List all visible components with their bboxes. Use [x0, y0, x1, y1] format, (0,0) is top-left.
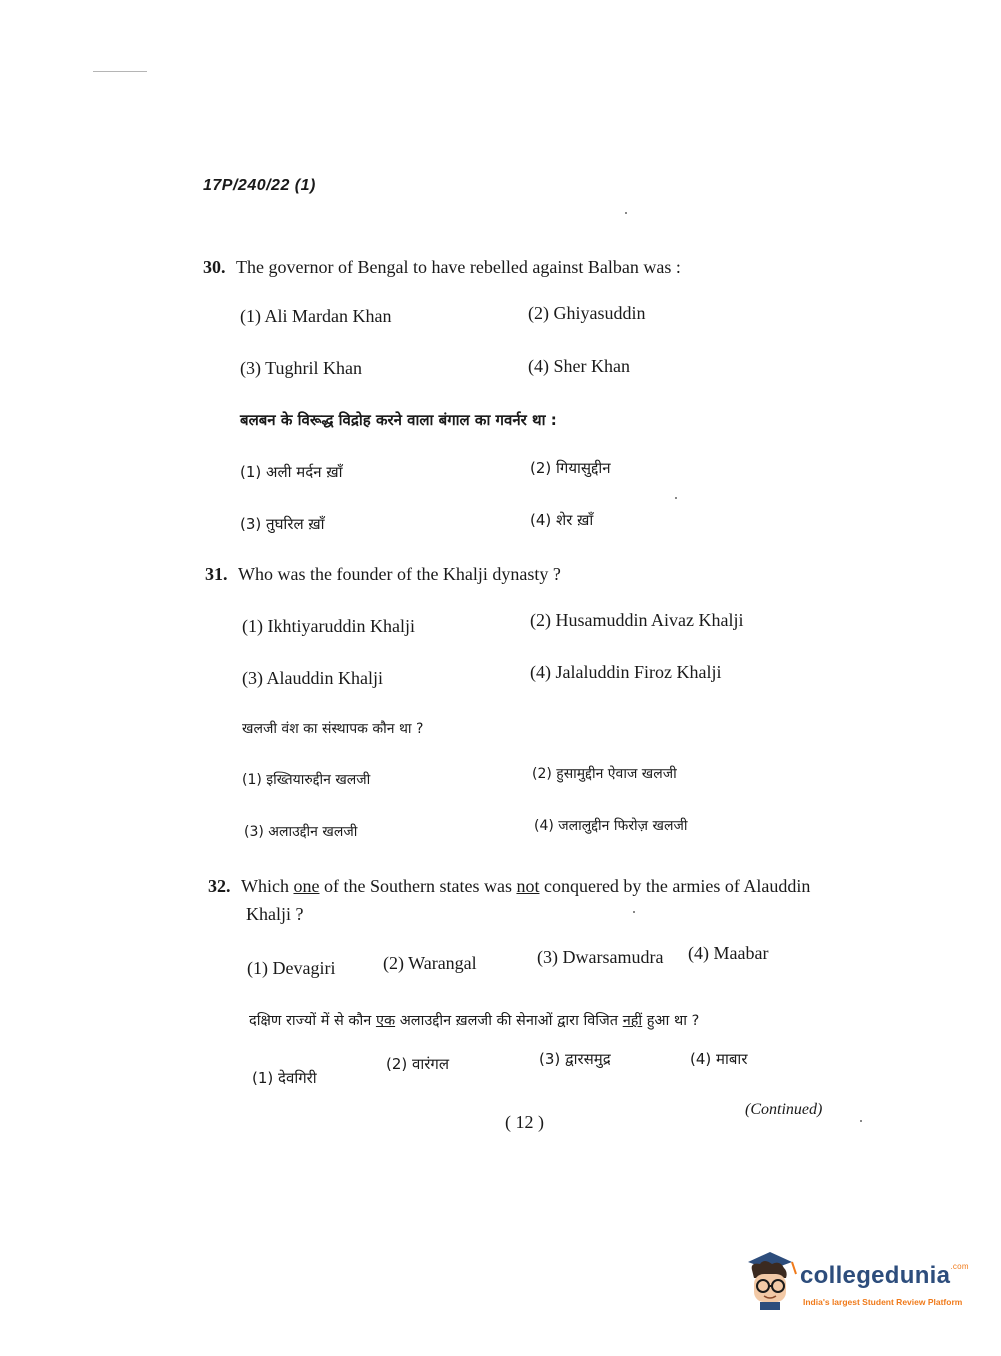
- question-stem-e: conquered by the armies of Alauddin: [539, 876, 811, 896]
- hi-emphasis-not: नहीं: [622, 1013, 643, 1029]
- top-rule: [93, 71, 147, 72]
- question-text-en: [208, 876, 810, 897]
- scan-speck: [860, 1120, 862, 1122]
- question-text-hi: खलजी वंश का संस्थापक कौन था ?: [242, 721, 424, 737]
- question-number: 30.: [203, 257, 226, 277]
- paper-code: 17P/240/22 (1): [203, 177, 316, 194]
- option-1-en: (1) Ali Mardan Khan: [240, 306, 392, 326]
- option-3-hi: (3) अलाउद्दीन खलजी: [244, 824, 358, 840]
- continued-note: (Continued): [745, 1101, 823, 1118]
- option-4-hi: (4) माबार: [690, 1050, 748, 1068]
- option-3-hi: (3) द्वारसमुद्र: [539, 1050, 611, 1068]
- hi-stem-c: अलाउद्दीन ख़लजी की सेनाओं द्वारा विजित: [395, 1013, 623, 1029]
- option-2-en: (2) Warangal: [383, 953, 477, 973]
- option-1-en: (1) Devagiri: [247, 958, 336, 978]
- hi-stem-e: हुआ था ?: [642, 1013, 700, 1029]
- option-1-hi: (1) अली मर्दन ख़ाँ: [240, 463, 343, 481]
- question-stem-c: of the Southern states was: [319, 876, 517, 896]
- option-3-en: (3) Alauddin Khalji: [242, 668, 383, 688]
- question-text-en: [205, 564, 561, 585]
- page-number: ( 12 ): [505, 1112, 544, 1132]
- option-4-hi: (4) जलालुद्दीन फिरोज़ खलजी: [534, 818, 688, 834]
- option-1-hi: (1) इख्तियारुद्दीन खलजी: [242, 772, 371, 788]
- option-2-en: (2) Husamuddin Aivaz Khalji: [530, 610, 744, 630]
- option-3-en: (3) Dwarsamudra: [537, 947, 664, 967]
- question-number: 32.: [208, 876, 231, 896]
- scan-speck: [625, 212, 627, 214]
- option-4-hi: (4) शेर ख़ाँ: [530, 511, 594, 529]
- option-3-en: (3) Tughril Khan: [240, 358, 363, 378]
- question-stem-line2: Khalji ?: [246, 904, 304, 924]
- question-text-hi: [249, 1010, 699, 1030]
- brand-text: collegedunia: [800, 1262, 951, 1289]
- option-4-en: (4) Sher Khan: [528, 356, 630, 376]
- option-2-hi: (2) हुसामुद्दीन ऐवाज खलजी: [532, 766, 677, 782]
- emphasis-one: one: [293, 876, 320, 896]
- question-stem-a: Which: [241, 876, 294, 896]
- question-number: 31.: [205, 564, 228, 584]
- hi-stem-a: दक्षिण राज्यों में से कौन: [249, 1013, 376, 1029]
- brand-suffix: .com: [950, 1262, 969, 1271]
- question-stem: The governor of Bengal to have rebelled against Balban was :: [236, 257, 681, 277]
- question-text-hi: बलबन के विरूद्ध विद्रोह करने वाला बंगाल का गवर्नर था :: [240, 411, 557, 429]
- question-stem: Who was the founder of the Khalji dynasty ?: [238, 564, 561, 584]
- option-2-hi: (2) वारंगल: [386, 1055, 449, 1073]
- scan-speck: [633, 911, 635, 913]
- option-1-hi: (1) देवगिरी: [252, 1069, 317, 1087]
- option-4-en: (4) Maabar: [688, 943, 769, 963]
- option-2-en: (2) Ghiyasuddin: [528, 303, 646, 323]
- question-text-en: [203, 257, 681, 278]
- emphasis-not: not: [516, 876, 540, 896]
- option-4-en: (4) Jalaluddin Firoz Khalji: [530, 662, 722, 682]
- scan-speck: [675, 497, 677, 499]
- option-3-hi: (3) तुघरिल ख़ाँ: [240, 515, 325, 533]
- option-2-hi: (2) गियासुद्दीन: [530, 459, 611, 477]
- hi-emphasis-one: एक: [375, 1013, 396, 1029]
- brand-tagline: India's largest Student Review Platform: [803, 1297, 963, 1307]
- option-1-en: (1) Ikhtiyaruddin Khalji: [242, 616, 415, 636]
- brand-name: [800, 1262, 969, 1290]
